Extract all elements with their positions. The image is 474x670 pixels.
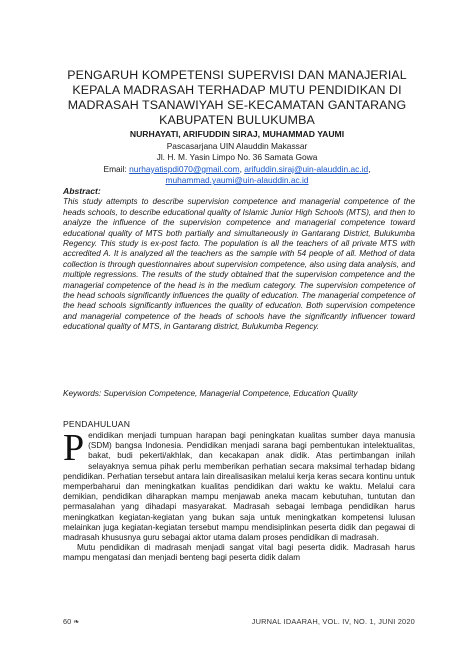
email-link-1[interactable]: nurhayatispdi070@gmail.com: [129, 163, 240, 174]
affiliation-program: Pascasarjana UIN Alauddin Makassar: [166, 141, 308, 151]
affiliation-block: [60, 141, 414, 187]
email-link-3[interactable]: muhammad.yaumi@uin-alauddin.ac.id: [165, 175, 309, 186]
email-separator: ,: [239, 163, 245, 174]
abstract: [63, 186, 415, 333]
title-line: KABUPATEN BULUKUMBA: [159, 113, 315, 127]
section-body: [63, 427, 415, 564]
title-line: KEPALA MADRASAH TERHADAP MUTU PENDIDIKAN DI: [72, 83, 402, 97]
keywords-label: Keywords:: [63, 389, 102, 398]
keywords-text: Supervision Competence, Managerial Competence, Education Quality: [103, 389, 358, 398]
drop-cap: P: [63, 427, 85, 469]
abstract-heading: Abstract:: [63, 186, 101, 196]
title-line: PENGARUH KOMPETENSI SUPERVISI DAN MANAJERIAL: [67, 68, 407, 82]
email-line-2: [60, 175, 414, 186]
section-heading: PENDAHULUAN: [63, 419, 131, 429]
email-link-2[interactable]: arifuddin.siraj@uin-alauddin.ac.id: [244, 163, 369, 174]
page-number: 60 ❧: [63, 617, 80, 626]
paper-title: [60, 68, 414, 128]
email-label: Email:: [103, 163, 127, 174]
keywords: [63, 389, 415, 399]
paragraph: Mutu pendidikan di madrasah menjadi sangat vital bagi peserta didik. Madrasah harus mampu mengatasi dan menjadi benteng bagi peserta didik dalam: [63, 543, 415, 563]
ornament-icon: ❧: [73, 617, 80, 626]
paragraph: [63, 427, 415, 543]
abstract-body: This study attempts to describe supervision competence and managerial competence of the heads schools, to describe educational quality of Islamic Junior High Schools (MTS), and then to analyze the influence of the supervision competence and managerial competence toward educational quality of MTS both partially and simultaneously in Gantarang District, Bulukumba Regency. This study is ex-post facto. The population is all the teachers of all private MTS with accredited A. It is analyzed all the teachers as the sample with 54 people of all. Method of data collection is through questionnaires about supervision competence, also using data analysis, and multiple regressions. The results of the study obtained that the supervision competence and the managerial competence of the head is in the medium category. The supervision competence of the head schools significantly influences the quality of education. The managerial competence of the head schools significantly influences the quality of education. Both supervision competence and managerial competence of the heads of schools have the significantly influencer toward educational quality of MTS, in Gantarang district, Bulukumba Regency.: [63, 197, 415, 332]
title-line: MADRASAH TSANAWIYAH SE-KECAMATAN GANTARANG: [67, 98, 407, 112]
affiliation-address: Jl. H. M. Yasin Limpo No. 36 Samata Gowa: [156, 152, 318, 163]
journal-citation: JURNAL IDAARAH, VOL. IV, NO. 1, JUNI 2020: [251, 617, 415, 626]
email-line: Email: nurhayatispdi070@gmail.com, arifuddin.siraj@uin-alauddin.ac.id,: [103, 163, 371, 174]
author-list: NURHAYATI, ARIFUDDIN SIRAJ, MUHAMMAD YAUMI: [129, 129, 345, 139]
paragraph-text: endidikan menjadi tumpuan harapan bagi peningkatan kualitas sumber daya manusia (SDM) bangsa Indonesia. Pendidikan menjadi sarana bagi pembentukan intelektualitas, bakat, budi pekerti/akhlak, dan kecakapan anak didik. Atas pertimbangan inilah selayaknya semua pihak perlu memberikan perhatian secara maksimal terhadap bidang pendidikan. Perhatian tersebut antara lain direalisasikan melalui kerja keras secara kontinu untuk memperbaharui dan meningkatkan kualitas pendidikan dari waktu ke waktu. Melalui cara demikian, pendidikan diharapkan mampu menjawab aneka macam kebutuhan, tuntutan dan permasalahan yang dihadapi masyarakat. Madrasah sebagai lembaga pendidikan harus meningkatkan kegiatan-kegiatan yang bukan saja untuk meningkatkan kompetensi lulusan melainkan juga kegiatan-kegiatan tersebut mampu mendisiplinkan peserta didik dan pegawai di madrasah khususnya guru sebagai aktor utama dalam proses pendidikan di madrasah.: [63, 431, 415, 543]
